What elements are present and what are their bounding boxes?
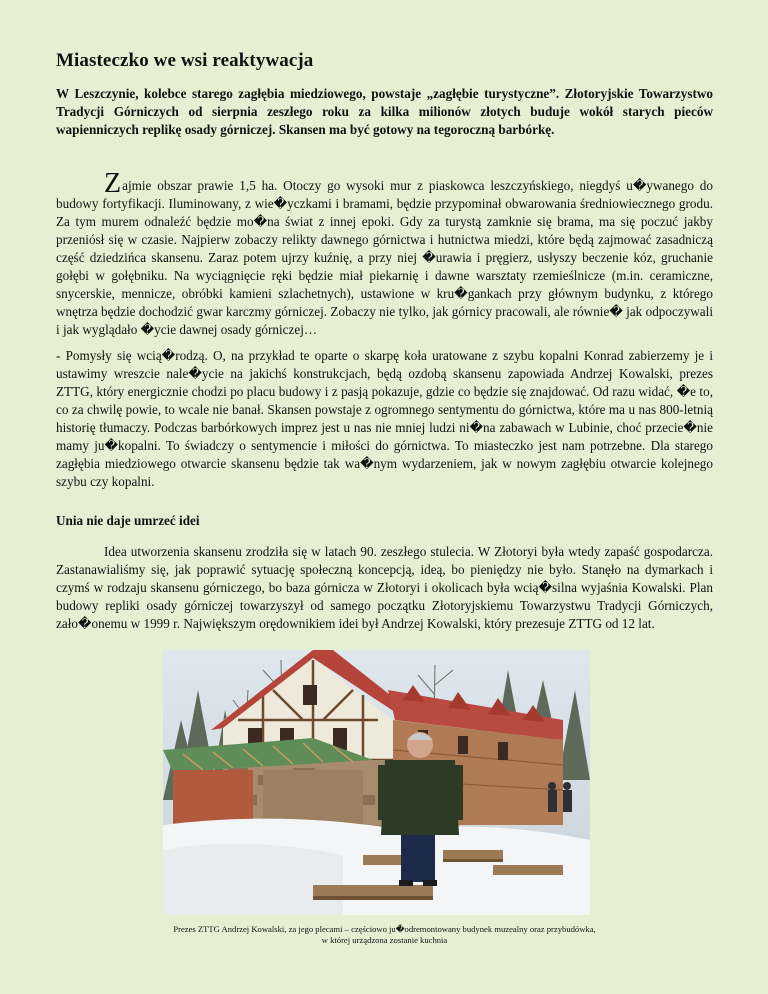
photo-illustration (163, 650, 590, 915)
paragraph-1 (56, 168, 713, 339)
caption-line-2: w której urządzona zostanie kuchnia (321, 935, 448, 945)
article-lead: W Leszczynie, kolebce starego zagłębia miedziowego, powstaje „zagłębie turystyczne”. Złotoryjskie Towarzystwo Tradycji Górniczych od sierpnia zeszłego roku za kilka milionów złotych buduje wokół starych pieców wapienniczych replikę osady górniczej. Skansen ma być gotowy na tegoroczną barbórkę. (56, 86, 713, 137)
article-title: Miasteczko we wsi reaktywacja (56, 50, 314, 71)
article-photo (163, 650, 590, 915)
drop-cap: Z (104, 168, 122, 199)
brick-annex (173, 770, 253, 825)
photo-caption (56, 924, 713, 946)
paragraph-2: - Pomysły się wcią�rodzą. O, na przykład te oparte o skarpę koła uratowane z szybu kopalni Konrad zabierzemy je i ustawimy wreszcie nale�ycie na jakichś konstrukcjach, będą ozdobą skansenu zapowiada Andrzej Kowalski, prezes ZTTG, który energicznie chodzi po placu budowy i z pasją pokazuje, gdzie co będzie się znajdować. Od razu widać, �e to, co za chwilę powie, to wcale nie banał. Skansen powstaje z ogromnego sentymentu do górnictwa, które ma u nas 800-letnią historię tłumaczy. Podczas barbórkowych imprez jest u nas nie mniej ludzi ni�na zabawach w Lubinie, choć przecie�nie mamy ju�kopalni. To świadczy o sentymencie i miłości do górnictwa. To miasteczko jest nam potrzebne. Dla starego zagłębia miedziowego otwarcie skansenu będzie tak wa�nym wydarzeniem, jak w nowym zagłębiu otwarcie kolejnego szybu czy kopalni. (56, 348, 713, 489)
caption-line-1: Prezes ZTTG Andrzej Kowalski, za jego plecami – częściowo ju�odremontowany budynek muzealny oraz przybudówka, (173, 924, 596, 934)
paragraph-3: Idea utworzenia skansenu zrodziła się w latach 90. zeszłego stulecia. W Złotoryi była wtedy zapaść gospodarcza. Zastanawialiśmy się, jak poprawić sytuację społeczną koncepcją, ideą, bo pieniędzy nie było. Stanęło na dymarkach i czymś w rodzaju skansenu górniczego, bo baza górnicza w Złotoryi i okolicach była wcią�silna wyjaśnia Kowalski. Plan budowy repliki osady górniczej towarzyszył od samego początku Złotoryjskiemu Towarzystwu Tradycji Górniczych, zało�onemu w 1999 r. Największym orędownikiem idei był Andrzej Kowalski, który prezesuje ZTTG od 12 lat. (56, 544, 713, 631)
paragraph-1-text: ajmie obszar prawie 1,5 ha. Otoczy go wysoki mur z piaskowca leszczyńskiego, niegdyś u�ywanego do budowy fortyfikacji. Iluminowany, z wie�yczkami i bramami, będzie przypominał obwarowania średniowiecznego grodu. Za tym murem odnaleźć będzie mo�na świat z innej epoki. Gdy za turystą zamknie się brama, ma się poczuć jakby przeniósł się w czasie. Najpierw zobaczy relikty dawnego górnictwa i hutnictwa miedzi, które będą zajmować zasadniczą część dziedzińca skansenu. Zaraz potem ujrzy kuźnię, a przy niej �urawia i pręgierz, usłyszy beczenie kóz, gruchanie gołębi w gołębniku. Na wyciągnięcie ręki będzie miał piekarnię i dawne warsztaty rzemieślnicze (m.in. ceramiczne, snycerskie, mennicze, obróbki kamieni szlachetnych), ustawione w kru�gankach przy głównym budynku, z którego wnętrza będzie dochodzić gwar karczmy górniczej. Zobaczy nie tylko, jak górnicy pracowali, ale równie� jak odpoczywali i jak wyglądało �ycie dawnej osady górniczej… (56, 178, 713, 337)
section-heading: Unia nie daje umrzeć idei (56, 513, 200, 528)
